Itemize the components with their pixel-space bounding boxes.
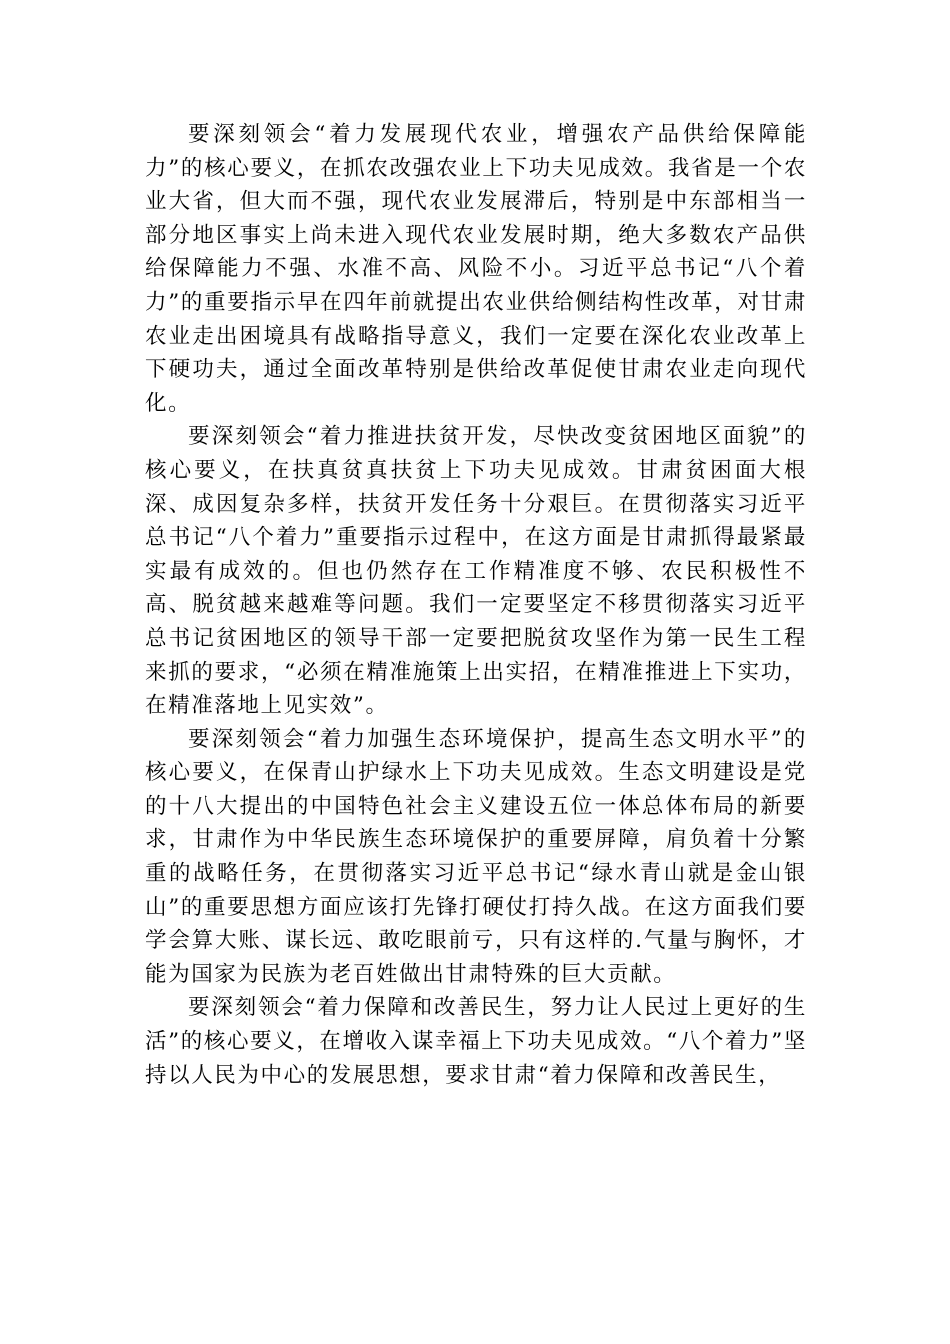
paragraph-livelihood: 要深刻领会“着力保障和改善民生，努力让人民过上更好的生活”的核心要义，在增收入谋幸福上下功夫见成效。“八个着力”坚持以人民为中心的发展思想，要求甘肃“着力保障和改善民生， — [145, 995, 807, 1088]
paragraph-poverty-alleviation: 要深刻领会“着力推进扶贫开发，尽快改变贫困地区面貌”的核心要义，在扶真贫真扶贫上下功夫见成效。甘肃贫困面大根深、成因复杂多样，扶贫开发任务十分艰巨。在贯彻落实习近平总书记“八个着力”重要指示过程中，在这方面是甘肃抓得最紧最实最有成效的。但也仍然存在工作精准度不够、农民积极性不高、脱贫越来越难等问题。我们一定要坚定不移贯彻落实习近平总书记贫困地区的领导干部一定要把脱贫攻坚作为第一民生工程来抓的要求，“必须在精准施策上出实招，在精准推进上下实功，在精准落地上见实效”。 — [145, 424, 807, 719]
paragraph-agriculture: 要深刻领会“着力发展现代农业，增强农产品供给保障能力”的核心要义，在抓农改强农业上下功夫见成效。我省是一个农业大省，但大而不强，现代农业发展滞后，特别是中东部相当一部分地区事实上尚未进入现代农业发展时期，绝大多数农产品供给保障能力不强、水准不高、风险不小。习近平总书记“八个着力”的重要指示早在四年前就提出农业供给侧结构性改革，对甘肃农业走出困境具有战略指导意义，我们一定要在深化农业改革上下硬功夫，通过全面改革特别是供给改革促使甘肃农业走向现代化。 — [145, 122, 807, 416]
paragraph-ecology: 要深刻领会“着力加强生态环境保护，提高生态文明水平”的核心要义，在保青山护绿水上下功夫见成效。生态文明建设是党的十八大提出的中国特色社会主义建设五位一体总体布局的新要求，甘肃作为中华民族生态环境保护的重要屏障，肩负着十分繁重的战略任务，在贯彻落实习近平总书记“绿水青山就是金山银山”的重要思想方面应该打先锋打硬仗打持久战。在这方面我们要学会算大账、谋长远、敢吃眼前亏，只有这样的.气量与胸怀，才能为国家为民族为老百姓做出甘肃特殊的巨大贡献。 — [145, 726, 807, 987]
document-page — [145, 118, 807, 1092]
